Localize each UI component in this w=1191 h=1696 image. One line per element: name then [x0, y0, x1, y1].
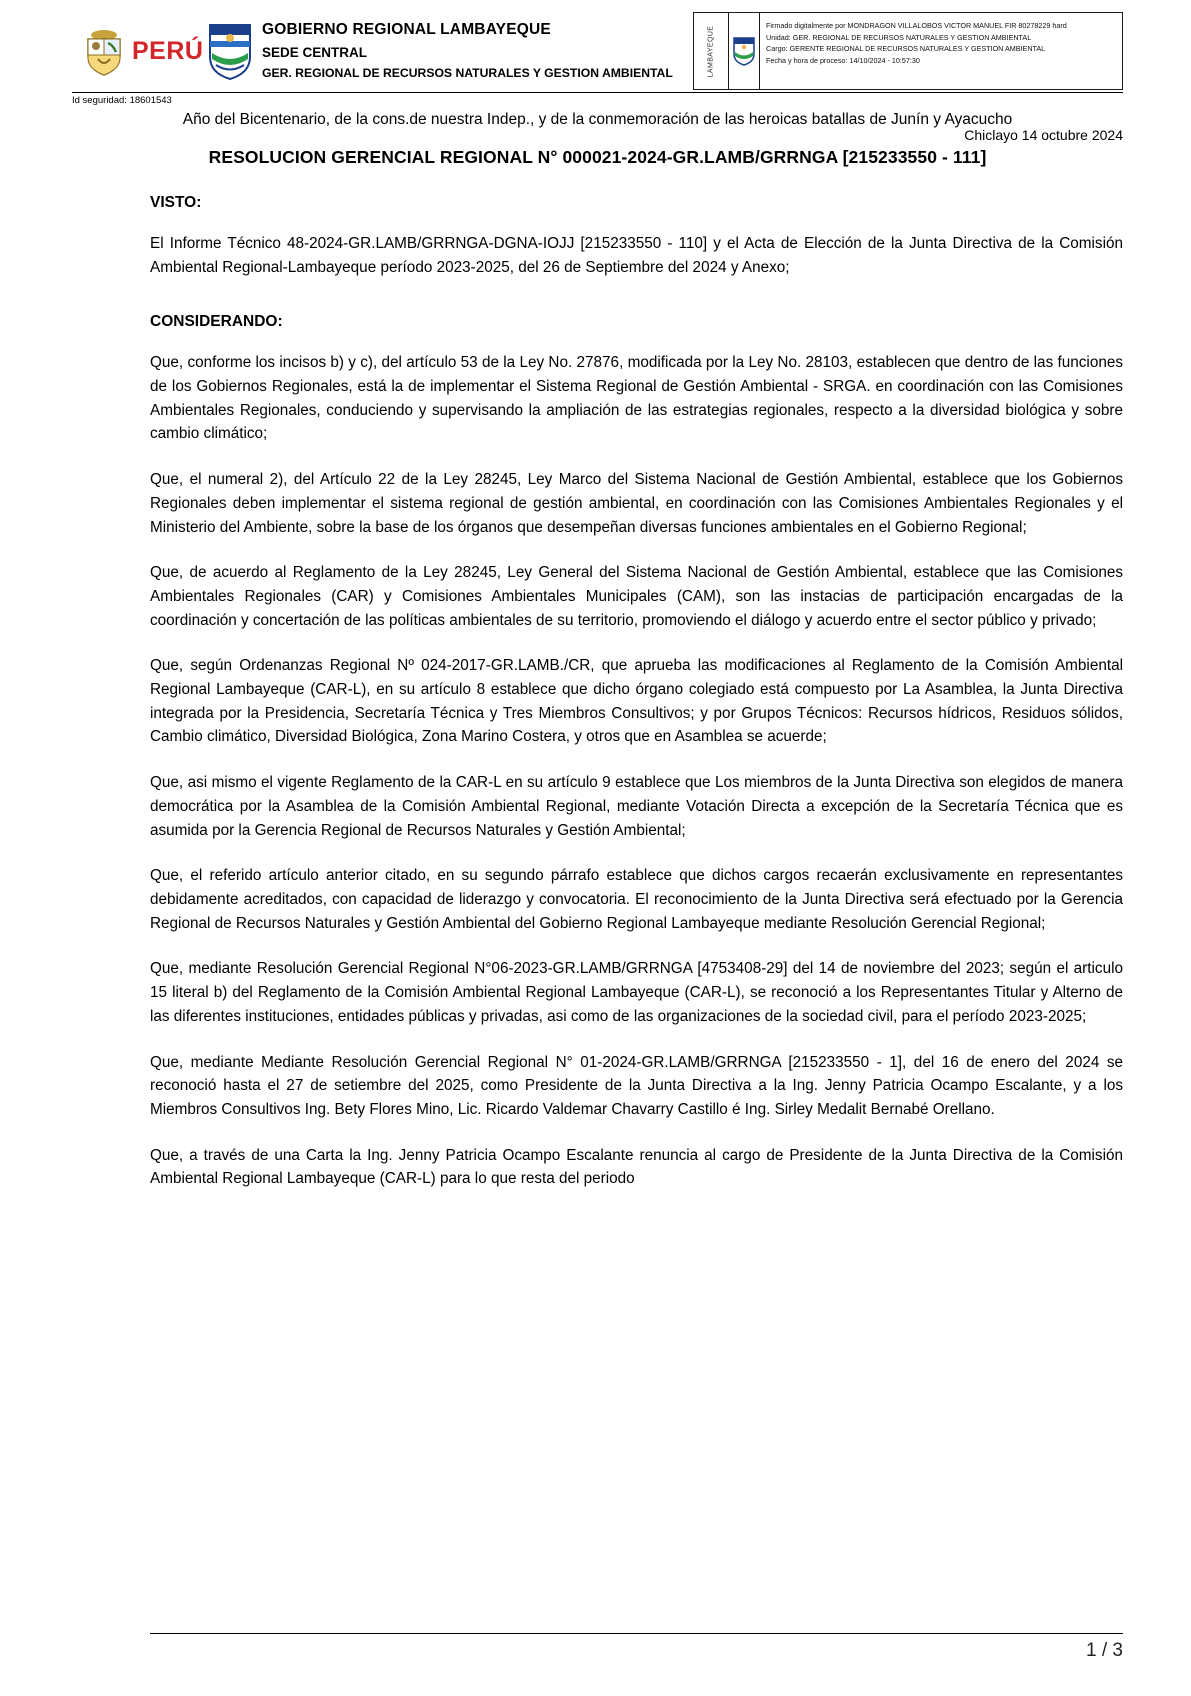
document-header	[72, 12, 1123, 90]
considerando-paragraph: Que, el referido artículo anterior citado, en su segundo párrafo establece que dichos cargos recaerán exclusivamente en representantes debidamente acreditados, con capacidad de liderazgo y convocatoria. El reconocimiento de la Junta Directiva será efectuado por la Gerencia Regional de Recursos Naturales y Gestión Ambiental del Gobierno Regional Lambayeque mediante Resolución Gerencial Regional;	[150, 867, 1123, 932]
header-org-line-2: SEDE CENTRAL	[262, 45, 368, 61]
visto-paragraph: El Informe Técnico 48-2024-GR.LAMB/GRRNGA-DGNA-IOJJ [215233550 - 110] y el Acta de Elección de la Junta Directiva de la Comisión Ambiental Regional-Lambayeque período 2023-2025, del 26 de Septiembre del 2024 y Anexo;	[150, 234, 1123, 276]
document-subtitle: Año del Bicentenario, de la cons.de nuestra Indep., y de la conmemoración de las heroicas batallas de Junín y Ayacucho	[182, 111, 1013, 128]
peru-label: PERÚ	[132, 36, 204, 65]
considerando-paragraph: Que, conforme los incisos b) y c), del artículo 53 de la Ley No. 27876, modificada por la Ley No. 28103, establecen que dentro de las funciones de los Gobiernos Regionales, está la de implementar el Sistema Regional de Gestión Ambiental - SRGA. en coordinación con las Comisiones Ambientales Regionales, conduciendo y supervisando la ampliación de las estrategias regionales, respecto a la diversidad biológica y sobre cambio climático;	[150, 354, 1123, 443]
security-id: Id seguridad: 18601543	[72, 92, 1123, 106]
considerando-paragraph: Que, el numeral 2), del Artículo 22 de la Ley 28245, Ley Marco del Sistema Nacional de Gestión Ambiental, establece que los Gobiernos Regionales deben implementar el sistema regional de gestión ambiental, en coordinación con las Comisiones Ambientales Regionales y el Ministerio del Ambiente, sobre la base de los órganos que desempeñan diversas funciones ambientales en el Gobierno Regional;	[150, 471, 1123, 536]
regional-crest-icon	[204, 12, 256, 90]
signature-side-strip	[694, 13, 729, 89]
signature-line-2: Unidad: GER. REGIONAL DE RECURSOS NATURALES Y GESTION AMBIENTAL	[766, 32, 1032, 42]
considerando-paragraph: Que, asi mismo el vigente Reglamento de la CAR-L en su artículo 9 establece que Los miembros de la Junta Directiva son elegidos de manera democrática por la Asamblea de la Comisión Ambiental Regional, mediante Votación Directa a excepción de la Secretaría Técnica que es asumida por la Gerencia Regional de Recursos Naturales y Gestión Ambiental;	[150, 774, 1123, 839]
peru-branding	[72, 12, 204, 90]
digital-signature-box	[693, 12, 1123, 90]
city-and-date: Chiclayo 14 octubre 2024	[964, 126, 1123, 143]
signature-line-1: Firmado digitalmente por MONDRAGON VILLALOBOS VICTOR MANUEL FIR 80278229 hard	[766, 21, 1067, 30]
considerando-paragraph: Que, mediante Resolución Gerencial Regional N°06-2023-GR.LAMB/GRRNGA [4753408-29] del 14 de noviembre del 2023; según el articulo 15 literal b) del Reglamento de la Comisión Ambiental Regional Lambayeque (CAR-L), se reconoció a los Representantes Titular y Alterno de las diferentes instituciones, entidades públicas y privadas, asi como de las organizaciones de la sociedad civil, para el período 2023-2025;	[150, 960, 1123, 1025]
signature-details	[760, 13, 1122, 89]
considerando-paragraph: Que, mediante Mediante Resolución Gerencial Regional N° 01-2024-GR.LAMB/GRRNGA [215233550 - 1], del 16 de enero del 2024 se reconoció hasta el 27 de setiembre del 2025, como Presidente de la Junta Directiva a la Ing. Jenny Patricia Ocampo Escalante, y a los Miembros Consultivos Ing. Bety Flores Mino, Lic. Ricardo Valdemar Chavarry Castillo é Ing. Sirley Medalit Bernabé Orellano.	[150, 1053, 1123, 1118]
header-org-line-3: GER. REGIONAL DE RECURSOS NATURALES Y GESTION AMBIENTAL	[262, 66, 673, 81]
considerando-heading: CONSIDERANDO:	[150, 313, 283, 331]
resolution-title: RESOLUCION GERENCIAL REGIONAL N° 000021-2024-GR.LAMB/GRRNGA [215233550 - 111]	[208, 146, 987, 167]
page-number: 1 / 3	[1086, 1640, 1123, 1661]
considerando-paragraph: Que, a través de una Carta la Ing. Jenny Patricia Ocampo Escalante renuncia al cargo de Presidente de la Junta Directiva de la Comisión Ambiental Regional Lambayeque (CAR-L) para lo que resta del periodo	[150, 1146, 1123, 1188]
signature-seal-icon	[729, 13, 760, 89]
header-org-line-1: GOBIERNO REGIONAL LAMBAYEQUE	[262, 21, 551, 39]
header-organization-text	[256, 12, 693, 90]
considerando-paragraph: Que, según Ordenanzas Regional Nº 024-2017-GR.LAMB./CR, que aprueba las modificaciones al Reglamento de la Comisión Ambiental Regional Lambayeque (CAR-L), en su artículo 8 establece que dicho órgano colegiado está compuesto por La Asamblea, la Junta Directiva integrada por la Presidencia, Secretaría Técnica y Tres Miembros Consultivos; y por Grupos Técnicos: Recursos hídricos, Residuos sólidos, Cambio climático, Diversidad Biológica, Zona Marino Costera, y otros que en Asamblea se acuerde;	[150, 657, 1123, 746]
page-footer	[150, 1633, 1123, 1662]
signature-strip-label: LAMBAYEQUE	[707, 25, 715, 77]
signature-line-4: Fecha y hora de proceso: 14/10/2024 - 10:57:30	[766, 55, 920, 65]
signature-line-3: Cargo: GERENTE REGIONAL DE RECURSOS NATURALES Y GESTION AMBIENTAL	[766, 44, 1046, 54]
peru-coat-of-arms-icon	[80, 25, 128, 77]
visto-heading: VISTO:	[150, 193, 202, 211]
document-body	[150, 168, 1123, 1191]
considerando-paragraph: Que, de acuerdo al Reglamento de la Ley 28245, Ley General del Sistema Nacional de Gestión Ambiental, establece que las Comisiones Ambientales Regionales (CAR) y Comisiones Ambientales Municipales (CAM), son las instacias de participación encargadas de la coordinación y concertación de las políticas ambientales de su territorio, promoviendo el diálogo y acuerdo entre el sector público y privado;	[150, 564, 1123, 629]
document-page	[0, 12, 1191, 1696]
